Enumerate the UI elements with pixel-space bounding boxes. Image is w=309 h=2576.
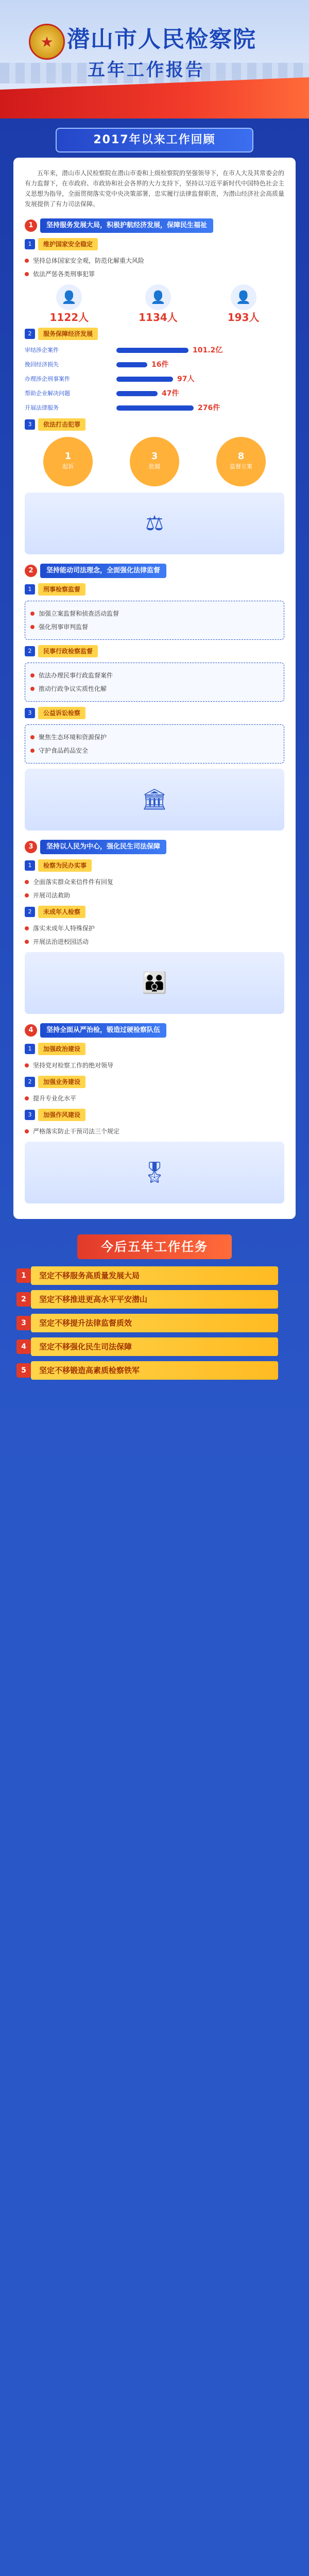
list-item: 开展法治进校园活动 xyxy=(25,937,284,947)
stat-row xyxy=(25,284,284,323)
banner-subtitle: 五年工作报告 xyxy=(88,60,205,80)
section-4-header xyxy=(25,1023,284,1038)
section-number: 4 xyxy=(25,1024,37,1037)
person-icon: 👤 xyxy=(56,284,82,310)
subsection-header: 1 检察为民办实事 xyxy=(25,859,284,872)
circle-stat: 3 批捕 xyxy=(130,437,179,486)
list-item: 落实未成年人特殊保护 xyxy=(25,923,284,934)
review-intro: 五年来，潜山市人民检察院在潜山市委和上级检察院的坚强领导下，在市人大及其常委会的有力监督下，在市政府、市政协和社会各界的大力支持下，坚持以习近平新时代中国特色社会主义思想为指导，全面贯彻落实党中央决策部署，忠实履行法律监督职责，为潜山经济社会高质量发展提供了有力司法保障。 xyxy=(25,170,285,208)
section-2-header xyxy=(25,564,284,578)
subsection-header: 3 加强作风建设 xyxy=(25,1109,284,1121)
person-icon: 👤 xyxy=(145,284,171,310)
task-item: 3 坚定不移提升法律监督质效 xyxy=(31,1314,278,1332)
banner xyxy=(0,0,309,118)
info-box: 加强立案监督和侦查活动监督 强化刑事审判监督 xyxy=(25,601,284,640)
illustration: 🏛 xyxy=(25,769,284,831)
subsection-title: 维护国家安全稳定 xyxy=(38,238,98,250)
info-box: 聚焦生态环境和资源保护 守护食品药品安全 xyxy=(25,724,284,764)
subsection-header: 3 公益诉讼检察 xyxy=(25,707,284,719)
subsection-header: 2 未成年人检察 xyxy=(25,906,284,918)
subsection-number: 1 xyxy=(25,239,35,249)
subsection-header: 2 加强业务建设 xyxy=(25,1076,284,1088)
stat-item: 👤 1122人 xyxy=(49,284,89,323)
circle-stat: 1 起诉 xyxy=(43,437,93,486)
section-title: 坚持服务发展大局，积极护航经济发展，保障民生福祉 xyxy=(40,218,213,233)
list-item: 严格落实防止干预司法三个规定 xyxy=(25,1126,284,1137)
section-title: 坚持全面从严治检，锻造过硬检察队伍 xyxy=(40,1023,166,1038)
task-item: 1 坚定不移服务高质量发展大局 xyxy=(31,1266,278,1285)
illustration: 👪 xyxy=(25,952,284,1014)
section-number: 3 xyxy=(25,841,37,853)
tasks-title: 今后五年工作任务 xyxy=(77,1234,232,1259)
section-1-header xyxy=(25,218,284,233)
subsection-number: 2 xyxy=(25,329,35,339)
list-item: 提升专业化水平 xyxy=(25,1093,284,1104)
bar-item: 挽回经济损失 16件 xyxy=(25,361,169,369)
task-item: 2 坚定不移推进更高水平平安潜山 xyxy=(31,1290,278,1309)
section-title: 坚持以人民为中心，强化民生司法保障 xyxy=(40,840,166,854)
procuratorate-emblem-icon: ★ xyxy=(29,24,65,60)
bar-item: 审结涉企案件 101.2亿 xyxy=(25,346,223,354)
illustration: 🎖 xyxy=(25,1142,284,1204)
section-number: 1 xyxy=(25,219,37,232)
list-item: 依法严惩各类刑事犯罪 xyxy=(25,269,284,279)
subsection-title: 依法打击犯罪 xyxy=(38,418,85,431)
circle-row xyxy=(25,437,284,486)
section-number: 2 xyxy=(25,565,37,577)
task-item: 4 坚定不移强化民生司法保障 xyxy=(31,1337,278,1356)
section-3-header xyxy=(25,840,284,854)
stat-item: 👤 193人 xyxy=(228,284,260,323)
list-item: 开展司法救助 xyxy=(25,890,284,901)
list-item: 全面落实群众来信件件有回复 xyxy=(25,877,284,887)
person-icon: 👤 xyxy=(231,284,256,310)
subsection-header xyxy=(25,238,284,250)
bar-item: 开展法律服务 276件 xyxy=(25,404,220,412)
subsection-header: 2 民事行政检察监督 xyxy=(25,645,284,657)
list-item: 坚持党对检察工作的绝对领导 xyxy=(25,1060,284,1071)
subsection-header: 1 加强政治建设 xyxy=(25,1043,284,1055)
circle-stat: 8 监督立案 xyxy=(216,437,266,486)
illustration: ⚖ xyxy=(25,493,284,554)
section-title: 坚持能动司法理念，全面强化法律监督 xyxy=(40,564,166,578)
banner-title: 潜山市人民检察院 xyxy=(67,26,256,53)
subsection-header xyxy=(25,328,284,340)
stat-item: 👤 1134人 xyxy=(139,284,178,323)
subsection-header xyxy=(25,418,284,431)
subsection-header: 1 刑事检察监督 xyxy=(25,583,284,596)
task-item: 5 坚定不移锻造高素质检察铁军 xyxy=(31,1361,278,1380)
subsection-title: 服务保障经济发展 xyxy=(38,328,98,340)
review-title: 2017年以来工作回顾 xyxy=(56,128,253,152)
review-panel xyxy=(13,158,296,1219)
red-flag-ribbon xyxy=(0,77,309,118)
bar-item: 办理涉企刑事案件 97人 xyxy=(25,375,195,383)
subsection-number: 3 xyxy=(25,419,35,430)
info-box: 依法办理民事行政监督案件 推动行政争议实质性化解 xyxy=(25,663,284,702)
bar-item: 帮助企业解决问题 47件 xyxy=(25,389,179,398)
list-item: 坚持总体国家安全观，防范化解重大风险 xyxy=(25,256,284,266)
